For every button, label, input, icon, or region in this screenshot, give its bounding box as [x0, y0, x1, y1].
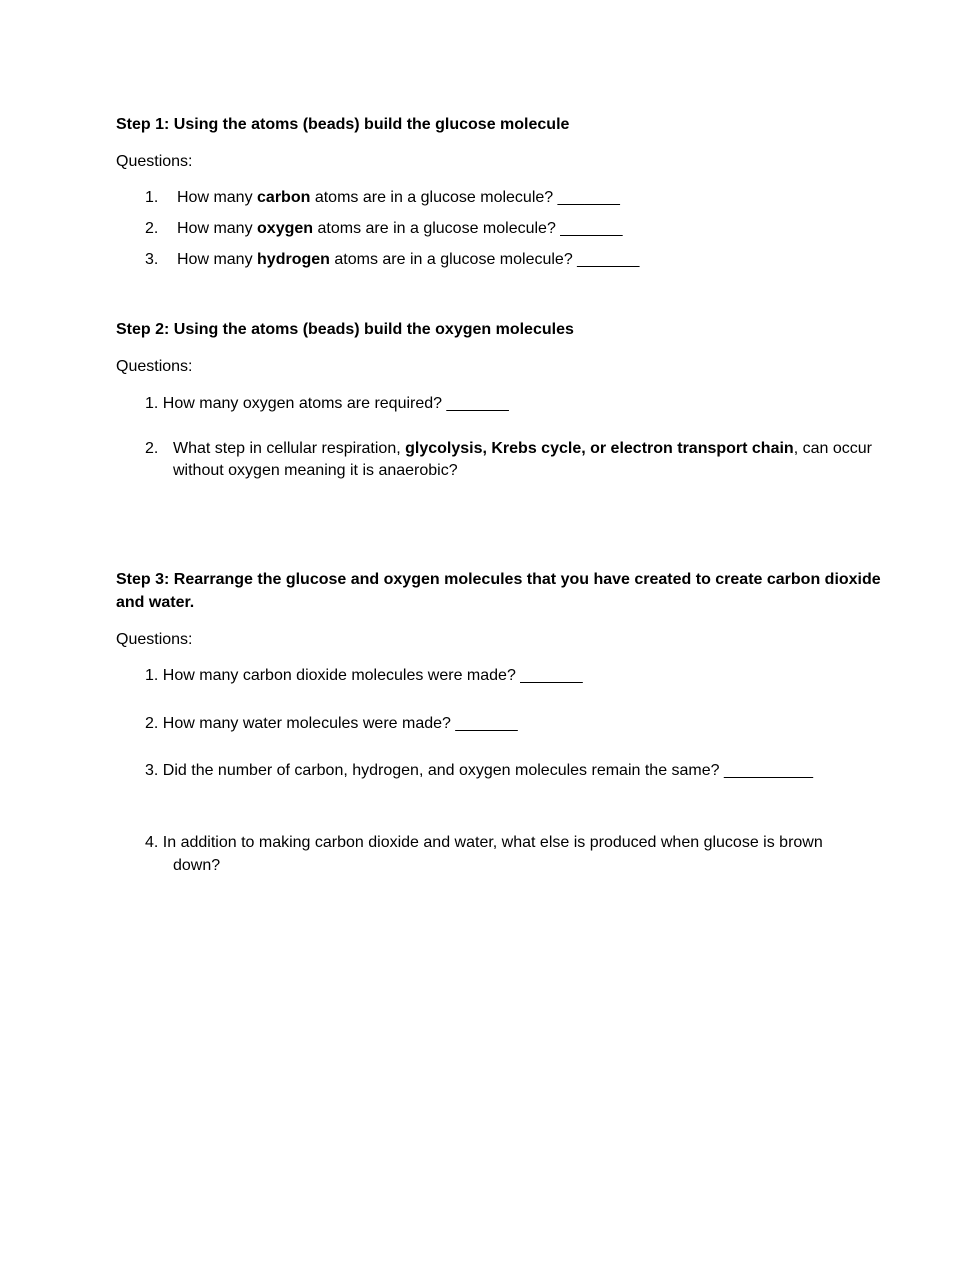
step1-q1-pre: How many	[177, 189, 258, 206]
step1-q2-pre: How many	[177, 220, 258, 237]
step3-q4-line1: 4. In addition to making carbon dioxide and water, what else is produced when glucose is brown	[145, 834, 823, 851]
step1-q3	[177, 249, 639, 271]
step3-heading-line2: and water.	[116, 594, 195, 611]
step1-q3-post: atoms are in a glucose molecule? _______	[329, 251, 640, 268]
step1-q2	[177, 218, 623, 240]
step1-questions-label: Questions:	[116, 153, 193, 170]
step1-q3-pre: How many	[177, 251, 258, 268]
step1-q1-number: 1.	[145, 189, 159, 206]
step3-heading-line1: Step 3: Rearrange the glucose and oxygen molecules that you have created to create carbon dioxide	[116, 571, 881, 588]
step2-questions-label: Questions:	[116, 358, 193, 375]
step2-q2-pre: What step in cellular respiration,	[173, 440, 406, 457]
step1-heading: Step 1: Using the atoms (beads) build the glucose molecule	[116, 116, 570, 133]
step2-q2	[173, 438, 872, 460]
step1-q1-post: atoms are in a glucose molecule? _______	[310, 189, 620, 206]
step1-q1-bold: carbon	[257, 189, 311, 206]
step2-q2-post: , can occur	[793, 440, 872, 457]
step3-q2: 2. How many water molecules were made? _______	[145, 715, 518, 732]
step1-q3-bold: hydrogen	[257, 251, 330, 268]
step2-q2-number: 2.	[145, 440, 159, 457]
step3-q3: 3. Did the number of carbon, hydrogen, and oxygen molecules remain the same? __________	[145, 762, 813, 779]
step2-q2-line2: without oxygen meaning it is anaerobic?	[173, 462, 458, 479]
step1-q1	[177, 187, 620, 209]
step1-q3-number: 3.	[145, 251, 159, 268]
step2-heading: Step 2: Using the atoms (beads) build the oxygen molecules	[116, 321, 574, 338]
step3-q4-line2: down?	[173, 857, 221, 874]
step1-q2-bold: oxygen	[257, 220, 314, 237]
step3-q1: 1. How many carbon dioxide molecules were made? _______	[145, 667, 583, 684]
step3-questions-label: Questions:	[116, 631, 193, 648]
step2-q1: 1. How many oxygen atoms are required? _______	[145, 395, 509, 412]
step1-q2-number: 2.	[145, 220, 159, 237]
step2-q2-bold: glycolysis, Krebs cycle, or electron transport chain	[405, 440, 794, 457]
step1-q2-post: atoms are in a glucose molecule? _______	[313, 220, 623, 237]
